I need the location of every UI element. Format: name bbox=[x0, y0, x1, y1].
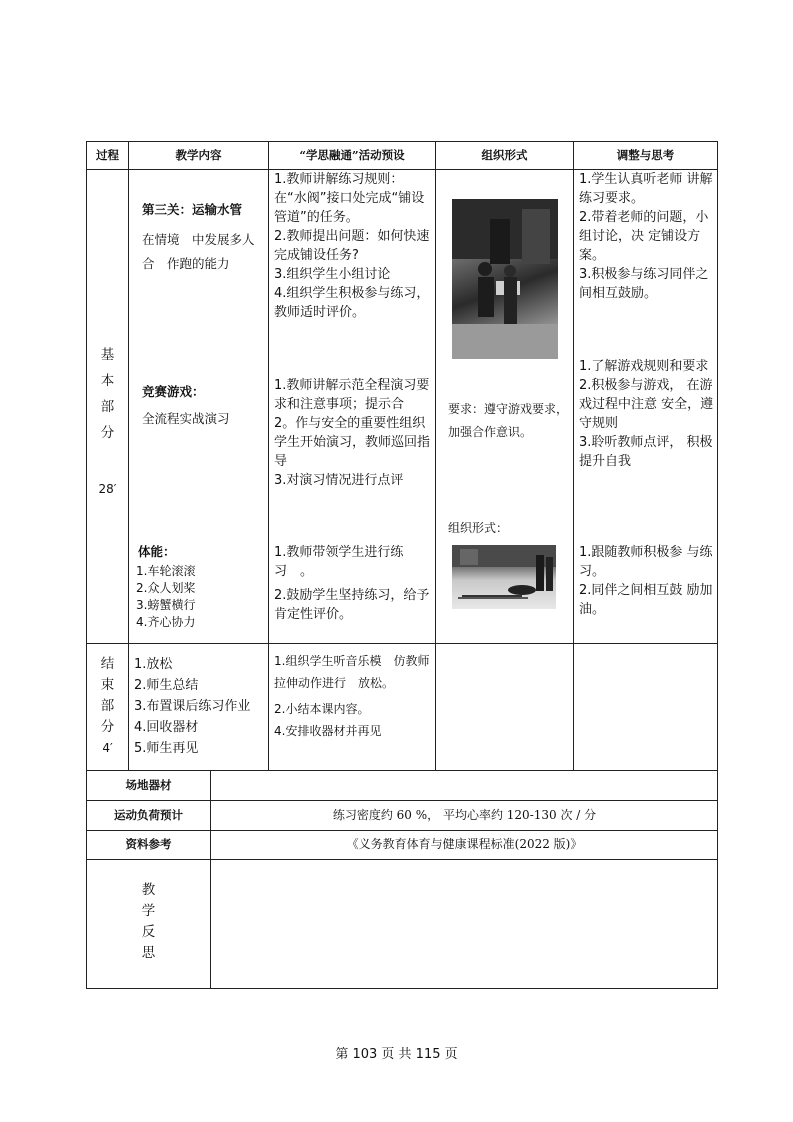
table-border-left bbox=[86, 141, 87, 989]
activity-item: 1.组织学生听音乐模 仿教师拉伸动作进行 放松。 bbox=[274, 654, 430, 690]
reflection-item: 1.学生认真听老师 讲解练习要求。 bbox=[579, 172, 713, 206]
activity-item: 3.组织学生小组讨论 bbox=[274, 267, 391, 282]
table-row-divider bbox=[86, 830, 718, 831]
teaching-reflection-label bbox=[87, 880, 210, 964]
activity-item: 3.对演习情况进行点评 bbox=[274, 473, 404, 488]
reflection-item: 2.同伴之间相互鼓 励加油。 bbox=[579, 583, 713, 617]
end-part-label bbox=[87, 654, 128, 759]
end-part-activities bbox=[274, 650, 432, 742]
col-divider bbox=[435, 141, 436, 771]
section2-reflection bbox=[579, 357, 715, 471]
table-section-divider bbox=[86, 643, 718, 644]
list-item: 2.众人划桨 bbox=[136, 581, 196, 595]
label-char: 部 bbox=[100, 399, 115, 415]
label-char: 分 bbox=[100, 425, 115, 441]
load-value: 练习密度约 60 %， 平均心率约 120-130 次 / 分 bbox=[332, 808, 597, 822]
activity-item: 2.鼓励学生坚持练习，给予肯定性评价。 bbox=[274, 588, 430, 622]
reference-label: 资料参考 bbox=[125, 837, 172, 851]
label-char: 分 bbox=[100, 719, 115, 735]
page-number: 第 103 页 共 115 页 bbox=[335, 1047, 458, 1062]
label-char: 束 bbox=[100, 677, 115, 693]
activity-item: 1.教师带领学生进行练习 。 bbox=[274, 545, 404, 579]
label-char: 基 bbox=[100, 347, 115, 363]
header-activities: “学思融通”活动预设 bbox=[299, 148, 405, 162]
label-char: 反 bbox=[141, 924, 156, 940]
section3-reflection bbox=[579, 543, 715, 619]
reflection-item: 3.积极参与练习同伴之间相互鼓励。 bbox=[579, 267, 709, 301]
header-content: 教学内容 bbox=[175, 148, 222, 162]
section1-title: 第三关：运输水管 bbox=[142, 202, 243, 217]
load-label: 运动负荷预计 bbox=[114, 808, 183, 822]
section2-content: 全流程实战演习 bbox=[142, 411, 230, 426]
section3-title: 体能： bbox=[138, 544, 176, 559]
activity-item: 2.教师提出问题：如何快速完成铺设任务? bbox=[274, 229, 430, 263]
label-char: 部 bbox=[100, 698, 115, 714]
col-divider bbox=[210, 770, 211, 989]
section2-activities bbox=[274, 376, 434, 490]
venue-label: 场地器材 bbox=[125, 778, 172, 792]
list-item: 1.放松 bbox=[134, 657, 173, 672]
section1-photo bbox=[452, 199, 558, 359]
activity-item: 4.安排收器材并再见 bbox=[274, 724, 382, 738]
table-row-divider bbox=[86, 859, 718, 860]
section3-photo bbox=[452, 545, 556, 609]
list-item: 5.师生再见 bbox=[134, 741, 199, 756]
section1-content: 在情境 中发展多人合 作跑的能力 bbox=[142, 232, 255, 271]
label-char: 结 bbox=[100, 656, 115, 672]
table-row-divider bbox=[86, 800, 718, 801]
section1-reflection bbox=[579, 170, 715, 303]
label-char: 本 bbox=[100, 373, 115, 389]
section2-organization: 要求：遵守游戏要求，加强合作意识。 bbox=[448, 402, 569, 439]
list-item: 4.齐心协力 bbox=[136, 615, 196, 629]
list-item: 3.布置课后练习作业 bbox=[134, 699, 251, 714]
basic-part-time: 28′ bbox=[98, 482, 117, 496]
table-border-top bbox=[86, 141, 718, 142]
col-divider bbox=[573, 141, 574, 771]
label-char: 教 bbox=[141, 882, 156, 898]
col-divider bbox=[268, 141, 269, 771]
list-item: 3.螃蟹横行 bbox=[136, 598, 196, 612]
activity-item: 4.组织学生积极参与练习，教师适时评价。 bbox=[274, 286, 430, 320]
table-border-right bbox=[717, 141, 718, 989]
end-part-content bbox=[134, 654, 268, 759]
activity-item: 2。作与安全的重要性组织学生开始演习，教师巡回指导 bbox=[274, 416, 431, 469]
table-section-divider bbox=[86, 770, 718, 771]
section2-title: 竞赛游戏： bbox=[142, 384, 205, 399]
reflection-item: 3.聆听教师点评， 积极提升自我 bbox=[579, 435, 713, 469]
section3-items bbox=[136, 563, 264, 631]
activity-item: 2.小结本课内容。 bbox=[274, 702, 370, 716]
activity-item: 1.教师讲解练习规则：在“水阀”接口处完成“铺设管道”的任务。 bbox=[274, 172, 425, 225]
reference-value: 《义务教育体育与健康课程标准(2022 版)》 bbox=[346, 837, 583, 851]
header-reflection: 调整与思考 bbox=[616, 148, 675, 162]
photo-figures bbox=[452, 545, 556, 609]
list-item: 4.回收器材 bbox=[134, 720, 199, 735]
photo-figures bbox=[452, 199, 558, 359]
list-item: 1.车轮滚滚 bbox=[136, 564, 196, 578]
end-part-time: 4′ bbox=[102, 741, 113, 755]
header-organization: 组织形式 bbox=[481, 148, 528, 162]
label-char: 思 bbox=[141, 945, 156, 961]
label-char: 学 bbox=[141, 903, 156, 919]
header-process: 过程 bbox=[96, 148, 119, 162]
activity-item: 1.教师讲解示范全程演习要求和注意事项；提示合 bbox=[274, 378, 430, 412]
list-item: 2.师生总结 bbox=[134, 678, 199, 693]
basic-part-label bbox=[87, 342, 128, 446]
reflection-item: 2.积极参与游戏， 在游戏过程中注意 安全，遵守规则 bbox=[579, 378, 714, 431]
section3-activities bbox=[274, 543, 434, 624]
reflection-item: 1.了解游戏规则和要求 bbox=[579, 359, 709, 374]
col-divider bbox=[128, 141, 129, 771]
table-border-bottom bbox=[86, 988, 718, 989]
section3-organization-label: 组织形式： bbox=[448, 521, 509, 535]
reflection-item: 2.带着老师的问题，小组讨论，决 定铺设方案。 bbox=[579, 210, 709, 263]
reflection-item: 1.跟随教师积极参 与练习。 bbox=[579, 545, 713, 579]
section1-activities bbox=[274, 170, 434, 322]
